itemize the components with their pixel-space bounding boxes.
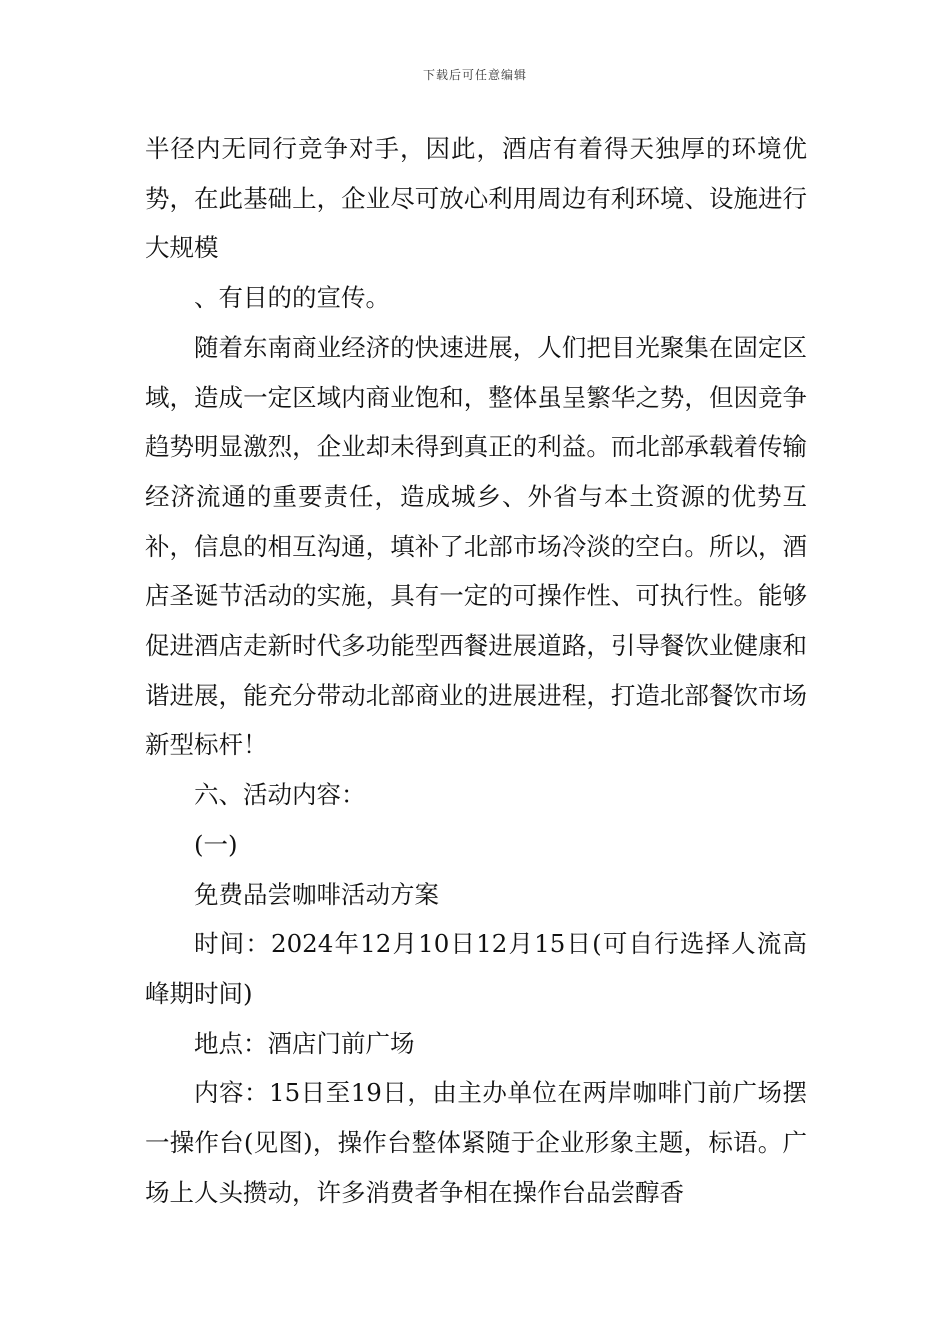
paragraph-2: 、有目的的宣传。	[194, 283, 390, 313]
section-heading-activity-content: 六、活动内容：	[194, 780, 366, 810]
subsection-number: (一)	[194, 829, 238, 859]
paragraph-location: 地点：酒店门前广场	[194, 1028, 415, 1058]
paragraph-3: 随着东南商业经济的快速进展，人们把目光聚集在固定区域，造成一定区域内商业饱和，整体虽呈繁华之势，但因竞争趋势明显激烈，企业却未得到真正的利益。而北部承载着传输经济流通的重要责任，造成城乡、外省与本土资源的优势互补，信息的相互沟通，填补了北部市场冷淡的空白。所以，酒店圣诞节活动的实施，具有一定的可操作性、可执行性。能够促进酒店走新时代多功能型西餐进展道路，引导餐饮业健康和谐进展，能充分带动北部商业的进展进程，打造北部餐饮市场新型标杆！	[145, 332, 807, 760]
subsection-title: 免费品尝咖啡活动方案	[194, 879, 439, 909]
page-header: 下载后可任意编辑	[422, 68, 527, 82]
paragraph-1: 半径内无同行竞争对手，因此，酒店有着得天独厚的环境优势，在此基础上，企业尽可放心利用周边有利环境、设施进行大规模	[145, 134, 807, 263]
paragraph-time: 时间：2024年12月10日12月15日(可自行选择人流高峰期时间)	[145, 929, 807, 1008]
paragraph-content: 内容：15日至19日，由主办单位在两岸咖啡门前广场摆一操作台(见图)，操作台整体紧随于企业形象主题，标语。广场上人头攒动，许多消费者争相在操作台品尝醇香	[145, 1078, 807, 1207]
document-body	[145, 124, 807, 1217]
